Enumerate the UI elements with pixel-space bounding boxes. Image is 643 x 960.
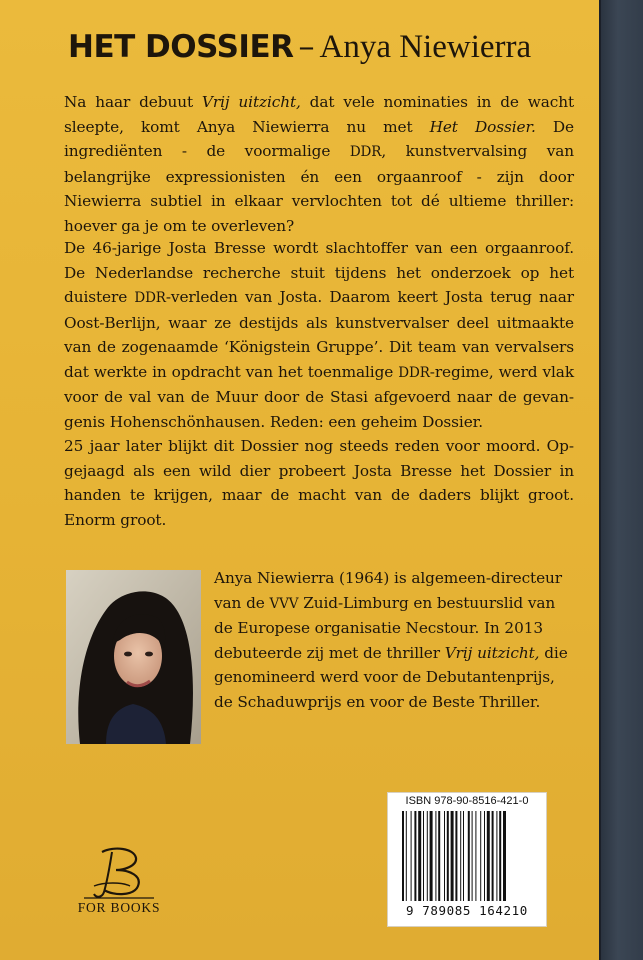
blurb2-text-c: -verleden van Josta. Daarom keert Josta terug naar Oost-Berlijn, waar ze destijds als kunstvervalser deel uitmaakte van de zogenaamde ‘Königstein Gruppe’. Dit team van vervalsers dat werkte in opdracht van het toenmalige	[64, 288, 574, 381]
blurb-paragraph-2	[64, 236, 574, 532]
title-separator: –	[298, 27, 315, 65]
barcode-label	[387, 792, 547, 927]
bio-vvv: VVV	[269, 595, 299, 612]
blurb2-ddr-2: DDR	[398, 364, 430, 381]
book-spine	[601, 0, 643, 960]
blurb1-title-ref-1: Vrij uitzicht,	[201, 93, 301, 111]
blurb1-text-g: , kunstvervalsing van belangrijke expressionisten én een orgaanroof - zijn door Niewierra subtiel in elkaar vervlochten tot dé ultieme thriller: hoever ga je om te overleven?	[64, 142, 575, 235]
author-photo	[66, 570, 201, 744]
publisher-name: FOR BOOKS	[77, 900, 161, 915]
blurb2-text-a: De 46-jarige Josta Bresse wordt slachtoffer van een orgaanroof. De Nederlandse recherche stuit tijdens het onderzoek op het duistere	[64, 239, 574, 306]
barcode-bars	[402, 811, 532, 901]
blurb-paragraph-1	[64, 90, 574, 238]
bio-title-ref: Vrij uitzicht,	[444, 643, 540, 662]
bio-text-e: die genomineerd werd voor de Debutantenprijs, de Schaduwprijs en voor de Beste Thriller.	[214, 643, 568, 711]
isbn-text: ISBN 978-90-8516-421-0	[405, 795, 529, 807]
blurb2-text-e: -regime, werd vlak voor de val van de Muur door de Stasi afgevoerd naar de gevangenis Hohenschönhausen. Reden: een geheim Dossier.	[64, 362, 574, 431]
blurb1-ddr: DDR	[349, 144, 382, 160]
blurb2-ddr-1: DDR	[134, 290, 166, 306]
blurb1-text-e: De ingrediënten - de voormalige	[64, 117, 574, 160]
author-name: Anya Niewierra	[319, 29, 532, 65]
blurb-paragraph-3: 25 jaar later blijkt dit Dossier nog steeds reden voor moord. Opgejaagd als een wild dier probeert Josta Bresse het Dossier in handen te krijgen, maar de macht van de daders blijkt groot. Enorm groot.	[64, 437, 574, 529]
cover-heading	[68, 26, 531, 67]
book-title: HET DOSSIER	[68, 29, 294, 65]
bio-text-a: Anya Niewierra (1964) is algemeen-directeur van de	[214, 569, 562, 612]
blurb1-text-c: dat vele nominaties in de wacht sleepte, komt Anya Niewierra nu met	[64, 93, 575, 136]
bio-text-c: Zuid-Limburg en bestuurslid van de Europese organisatie Necstour. In 2013 debuteerde zij met de thriller	[214, 593, 556, 662]
blurb1-title-ref-2: Het Dossier.	[429, 117, 536, 136]
blurb1-text-a: Na haar debuut	[64, 93, 202, 111]
author-bio	[214, 566, 574, 714]
barcode-digits: 9 789085 164210	[406, 903, 528, 918]
